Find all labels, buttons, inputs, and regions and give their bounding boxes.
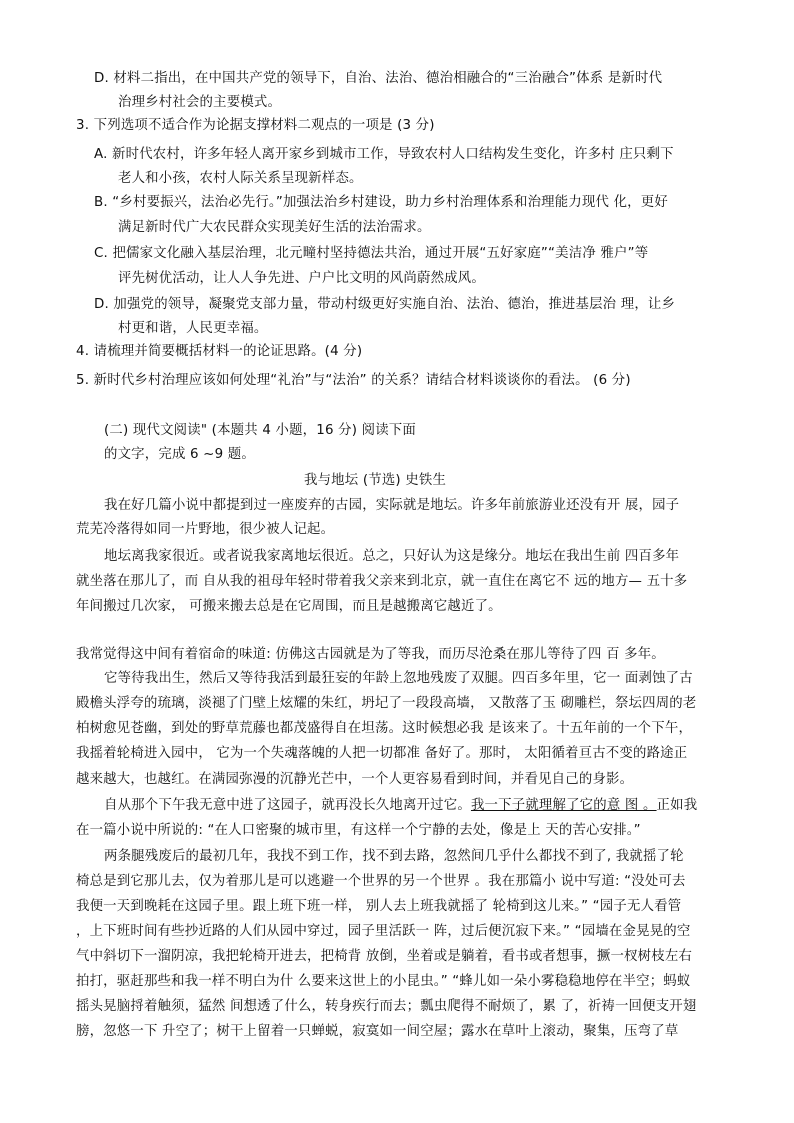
- passage-title: 我与地坛 (节选) 史铁生: [304, 473, 447, 488]
- passage-line: 年间搬过几次家， 可搬来搬去总是在它周围，而且是越搬离它越近了。: [76, 599, 502, 614]
- passage-line: 在一篇小说中所说的: “在人口密聚的城市里，有这样一个宁静的去处，像是上 天的苦心安排。”: [76, 823, 641, 838]
- q3-option-c-line2: 评先树优活动，让人人争先进、户户比文明的风尚蔚然成风。: [118, 271, 485, 286]
- passage-line: 越来越大，也越红。在满园弥漫的沉静光芒中，一个人更容易看到时间，并看见自己的身影。: [76, 772, 634, 787]
- passage-line: 地坛离我家很近。或者说我家离地坛很近。总之，只好认为这是缘分。地坛在我出生前 四百多年: [104, 549, 680, 564]
- passage-line: 气中斜切下一溜阴凉，我把轮椅开进去，把椅背 放倒，坐着或是躺着，看书或者想事，撅一杈树枝左右: [76, 949, 693, 964]
- passage-line: 我在好几篇小说中都提到过一座废弃的古园，实际就是地坛。许多年前旅游业还没有开 展，园子: [104, 498, 680, 513]
- q3-option-a-line1: A. 新时代农村，许多年轻人离开家乡到城市工作，导致农村人口结构发生变化，许多村 庄只剩下: [94, 147, 674, 162]
- passage-text: 正如我: [656, 798, 698, 813]
- passage-line: 摇头晃脑捋着触须，猛然 间想透了什么，转身疾行而去；瓢虫爬得不耐烦了，累 了，祈祷一回便支开翅: [76, 999, 697, 1014]
- q3-option-b-line1: B. “乡村要振兴，法治必先行。”加强法治乡村建设，助力乡村治理体系和治理能力现代 化，更好: [94, 195, 668, 210]
- option-d-previous-line1: D. 材料二指出，在中国共产党的领导下，自治、法治、德治相融合的“三治融合”体系 是新时代: [94, 71, 663, 86]
- question-4: 4. 请梳理并简要概括材料一的论证思路。(4 分): [76, 344, 363, 359]
- passage-line: 膀，忽悠一下 升空了；树干上留着一只蝉蜕，寂寞如一间空屋；露水在草叶上滚动，聚集，压弯了草: [76, 1024, 679, 1039]
- section-2-heading-line1: (二) 现代文阅读" (本题共 4 小题，16 分) 阅读下面: [104, 423, 416, 438]
- underlined-sentence: 我一下子就理解了它的意 图 。: [470, 798, 657, 813]
- q3-option-d-line2: 村更和谐，人民更幸福。: [118, 321, 268, 336]
- passage-line: 我常觉得这中间有着宿命的味道: 仿佛这古园就是为了等我，而历尽沧桑在那儿等待了四 百 多年。: [76, 647, 665, 662]
- passage-line: 椅总是到它那儿去，仅为着那儿是可以逃避一个世界的另一个世界 。我在那篇小 说中写道: “没处可去: [76, 874, 686, 889]
- q3-option-a-line2: 老人和小孩，农村人际关系呈现新样态。: [118, 171, 363, 186]
- passage-line: 我便一天到晚耗在这园子里。跟上班下班一样， 别人去上班我就摇了 轮椅到这儿来。” “园子无人看管: [76, 899, 682, 914]
- passage-text: 自从那个下午我无意中进了这园子，就再没长久地离开过它。: [104, 798, 471, 813]
- passage-line: 它等待我出生，然后又等待我活到最狂妄的年龄上忽地残废了双腿。四百多年里，它一 面剥蚀了古: [104, 671, 693, 686]
- question-3-stem: 3. 下列选项不适合作为论据支撑材料二观点的一项是 (3 分): [76, 118, 435, 133]
- passage-line: 就坐落在那儿了，而 自从我的祖母年轻时带着我父亲来到北京，就一直住在离它不 远的地方— 五十多: [76, 574, 688, 589]
- section-2-heading-line2: 的文字，完成 6 ~9 题。: [104, 447, 255, 462]
- passage-line: 拍打，驱赶那些和我一样不明白为什 么要来这世上的小昆虫。” “蜂儿如一朵小雾稳稳地停在半空；蚂蚁: [76, 974, 691, 989]
- passage-line: 柏树愈见苍幽，到处的野草荒藤也都茂盛得自在坦荡。这时候想必我 是该来了。十五年前的一个下午，: [76, 721, 693, 736]
- passage-line: 荒芜冷落得如同一片野地，很少被人记起。: [76, 522, 335, 537]
- option-d-previous-line2: 治理乡村社会的主要模式。: [118, 95, 282, 110]
- question-5: 5. 新时代乡村治理应该如何处理“礼治”与“法治” 的关系？请结合材料谈谈你的看法。 (6 分): [76, 373, 631, 388]
- q3-option-d-line1: D. 加强党的领导，凝聚党支部力量，带动村级更好实施自治、法治、德治，推进基层治 理，让乡: [94, 297, 676, 312]
- passage-line: [104, 797, 697, 815]
- passage-line: 我摇着轮椅进入园中， 它为一个失魂落魄的人把一切都准 备好了。那时， 太阳循着亘古不变的路途正: [76, 746, 688, 761]
- q3-option-c-line1: C. 把儒家文化融入基层治理，北元疃村坚持德法共治，通过开展“五好家庭”“美洁净 雅户”等: [94, 246, 649, 261]
- q3-option-b-line2: 满足新时代广大农民群众实现美好生活的法治需求。: [118, 220, 431, 235]
- passage-line: 两条腿残废后的最初几年，我找不到工作，找不到去路，忽然间几乎什么都找不到了, 我就摇了轮: [104, 849, 684, 864]
- passage-line: ，上下班时间有些抄近路的人们从园中穿过，园子里活跃一 阵，过后便沉寂下来。” “园墙在金晃晃的空: [76, 924, 691, 939]
- passage-line: 殿檐头浮夸的琉璃，淡褪了门壁上炫耀的朱红，坍圮了一段段高墙， 又散落了玉 砌雕栏，祭坛四周的老: [76, 696, 697, 711]
